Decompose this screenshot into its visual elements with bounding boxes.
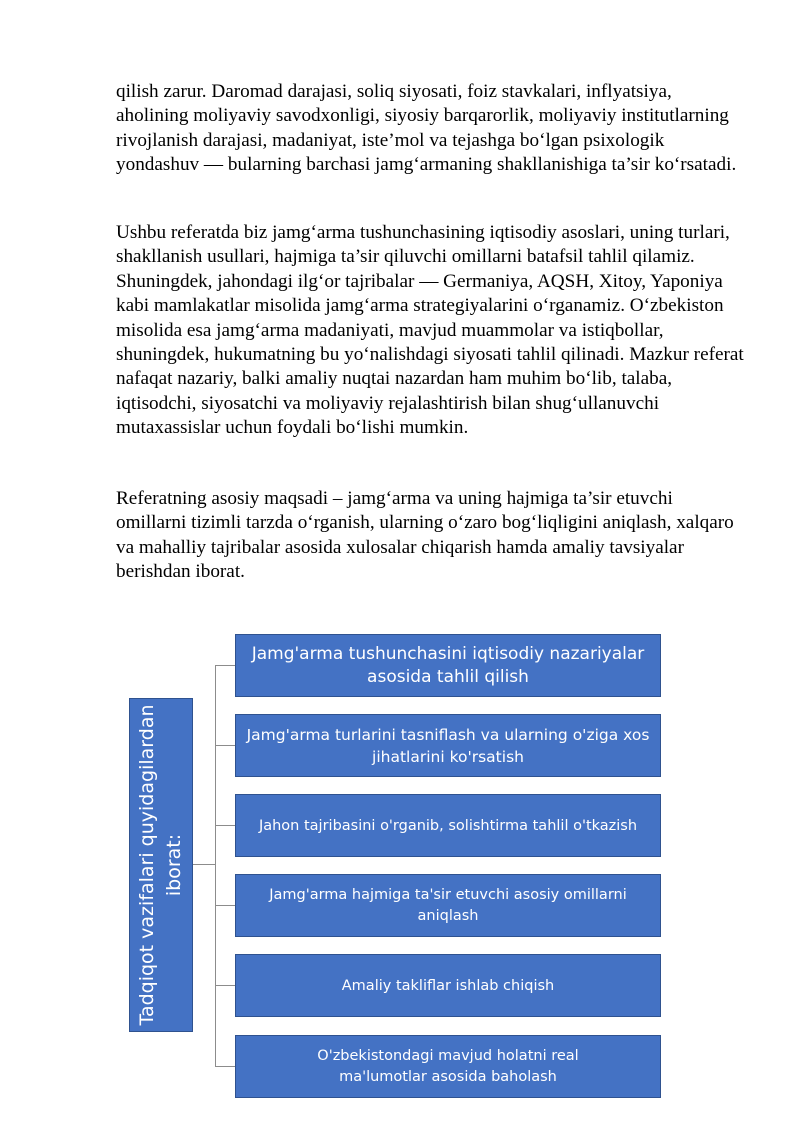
connector-branch: [215, 905, 235, 906]
connector-branch: [215, 1066, 235, 1067]
task-label: Jamg'arma hajmiga ta'sir etuvchi asosiy omillarni aniqlash: [269, 886, 627, 924]
task-label: Jahon tajribasini o'rganib, solishtirma tahlil o'tkazish: [258, 817, 638, 834]
diagram-root-label: Tadqiqot vazifalari quyidagilardan iborat:: [136, 704, 185, 1026]
task-box: [235, 634, 661, 697]
task-box: [235, 794, 661, 857]
task-label: Jamg'arma tushunchasini iqtisodiy nazariyalar asosida tahlil qilish: [251, 643, 645, 687]
task-box: [235, 1035, 661, 1098]
connector-trunk: [215, 665, 216, 1066]
task-label: O'zbekistondagi mavjud holatni real ma'lumotlar asosida baholash: [317, 1047, 579, 1085]
task-box: [235, 954, 661, 1017]
task-label: Amaliy takliflar ishlab chiqish: [341, 977, 555, 994]
connector-branch: [215, 665, 235, 666]
connector-stub: [193, 864, 215, 865]
task-label: Jamg'arma turlarini tasniflash va ularning o'ziga xos jihatlarini ko'rsatish: [246, 725, 650, 766]
task-box: [235, 714, 661, 777]
paragraph-intro-continuation: qilish zarur. Daromad darajasi, soliq siyosati, foiz stavkalari, inflyatsiya, aholining moliyaviy savodxonligi, siyosiy barqarorlik, moliyaviy institutlarning rivojlanish darajasi, madaniyat, iste’mol va tejashga bo‘lgan psixologik yondashuv — bularning barchasi jamg‘armaning shakllanishiga ta’sir ko‘rsatadi.: [116, 81, 737, 176]
task-box: [235, 874, 661, 937]
paragraph-goal: Referatning asosiy maqsadi – jamg‘arma va uning hajmiga ta’sir etuvchi omillarni tizimli tarzda o‘rganish, ularning o‘zaro bog‘liqligini aniqlash, xalqaro va mahalliy tajribalar asosida xulosalar chiqarish hamda amaliy tavsiyalar berishdan iborat.: [116, 488, 734, 583]
connector-branch: [215, 745, 235, 746]
connector-branch: [215, 985, 235, 986]
paragraph-scope: Ushbu referatda biz jamg‘arma tushunchasining iqtisodiy asoslari, uning turlari, shakllanish usullari, hajmiga ta’sir qiluvchi omillarni batafsil tahlil qilamiz. Shuningdek, jahondagi ilg‘or tajribalar — Germaniya, AQSH, Xitoy, Yaponiya kabi mamlakatlar misolida jamg‘arma strategiyalarini o‘rganamiz. O‘zbekiston misolida esa jamg‘arma madaniyati, mavjud muammolar va istiqbollar, shuningdek, hukumatning bu yo‘nalishdagi siyosati tahlil qilinadi. Mazkur referat nafaqat nazariy, balki amaliy nuqtai nazardan ham muhim bo‘lib, talaba, iqtisodchi, siyosatchi va moliyaviy rejalashtirish bilan shug‘ullanuvchi mutaxassislar uchun foydali bo‘lishi mumkin.: [116, 222, 744, 439]
connector-branch: [215, 825, 235, 826]
diagram-root-box: [129, 698, 193, 1032]
